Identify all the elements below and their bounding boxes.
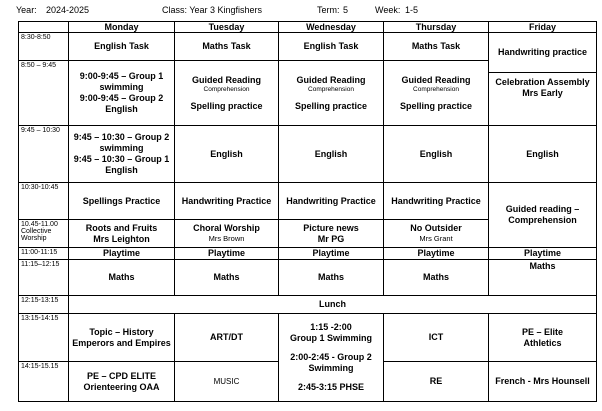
lesson-cell: English	[279, 126, 384, 183]
term-label: Term:	[317, 5, 340, 15]
lesson-cell-re: RE	[384, 362, 489, 402]
time-slot: 8:30-8:50	[19, 33, 69, 61]
day-header-wednesday: Wednesday	[279, 22, 384, 33]
timetable	[18, 21, 597, 402]
lesson-cell-maths: Maths	[279, 260, 384, 296]
lesson-cell-friday-guided-reading: Guided reading – Comprehension	[489, 183, 597, 248]
lesson-cell-guided-reading: Guided Reading Comprehension Spelling practice	[175, 61, 279, 126]
lesson-cell-art: ART/DT	[175, 314, 279, 362]
day-header-thursday: Thursday	[384, 22, 489, 33]
day-header-monday: Monday	[69, 22, 175, 33]
lesson-cell: English	[175, 126, 279, 183]
lesson-cell-playtime: Playtime	[279, 248, 384, 260]
lesson-cell-monday-worship: Roots and Fruits Mrs Leighton	[69, 220, 175, 248]
lesson-cell-friday-celebration: Celebration Assembly Mrs Early	[489, 73, 597, 126]
lesson-cell-monday-swimming-group: 9:45 – 10:30 – Group 2 swimming 9:45 – 10:30 – Group 1 English	[69, 126, 175, 183]
time-slot-collective-worship: 10.45-11.00 Collective Worship	[19, 220, 69, 248]
lesson-cell-wednesday-worship: Picture news Mr PG	[279, 220, 384, 248]
lesson-cell-topic-history: Topic – History Emperors and Empires	[69, 314, 175, 362]
lesson-cell-wednesday-afternoon: 1:15 -2:00 Group 1 Swimming 2:00-2:45 - Group 2 Swimming 2:45-3:15 PHSE	[279, 314, 384, 402]
lesson-cell-friday-french: French - Mrs Hounsell	[489, 362, 597, 402]
lunch-cell: Lunch	[69, 296, 597, 314]
time-slot: 10:30-10:45	[19, 183, 69, 220]
time-slot: 8:50 – 9:45	[19, 61, 69, 126]
lesson-cell-thursday-worship: No Outsider Mrs Grant	[384, 220, 489, 248]
lesson-cell-music: MUSIC	[175, 362, 279, 402]
lesson-cell: English Task	[69, 33, 175, 61]
day-header-tuesday: Tuesday	[175, 22, 279, 33]
lesson-cell-maths: Maths	[489, 260, 597, 296]
day-header-friday: Friday	[489, 22, 597, 33]
lesson-cell: Spellings Practice	[69, 183, 175, 220]
lesson-cell-friday-english: English	[489, 126, 597, 183]
lesson-cell-maths: Maths	[384, 260, 489, 296]
lesson-cell: Maths Task	[384, 33, 489, 61]
lesson-cell-pe-orienteering: PE – CPD ELITE Orienteering OAA	[69, 362, 175, 402]
lesson-cell: Handwriting Practice	[279, 183, 384, 220]
year-value: 2024-2025	[46, 5, 90, 15]
lesson-cell: English Task	[279, 33, 384, 61]
lesson-cell-friday-pe: PE – Elite Athletics	[489, 314, 597, 362]
lesson-cell-playtime: Playtime	[384, 248, 489, 260]
lesson-cell-monday-swimming-group: 9:00-9:45 – Group 1 swimming 9:00-9:45 – Group 2 English	[69, 61, 175, 126]
week-label: Week:	[375, 5, 401, 15]
lesson-cell-maths: Maths	[69, 260, 175, 296]
lesson-cell-friday-handwriting: Handwriting practice	[489, 33, 597, 73]
lesson-cell-playtime: Playtime	[175, 248, 279, 260]
lesson-cell-guided-reading: Guided Reading Comprehension Spelling practice	[384, 61, 489, 126]
week-value: 1-5	[405, 5, 419, 15]
time-slot: 13:15-14:15	[19, 314, 69, 362]
lesson-cell-playtime: Playtime	[69, 248, 175, 260]
lesson-cell: English	[384, 126, 489, 183]
lesson-cell-maths: Maths	[175, 260, 279, 296]
lesson-cell: Handwriting Practice	[175, 183, 279, 220]
timetable-header	[0, 0, 602, 20]
year-label: Year:	[16, 5, 37, 15]
lesson-cell-playtime: Playtime	[489, 248, 597, 260]
class-label: Class: Year 3 Kingfishers	[162, 5, 263, 15]
time-slot: 9:45 – 10:30	[19, 126, 69, 183]
time-slot: 14:15-15.15	[19, 362, 69, 402]
lesson-cell: Maths Task	[175, 33, 279, 61]
term-value: 5	[343, 5, 349, 15]
lesson-cell-guided-reading: Guided Reading Comprehension Spelling practice	[279, 61, 384, 126]
lesson-cell-tuesday-worship: Choral Worship Mrs Brown	[175, 220, 279, 248]
time-slot: 11:00-11:15	[19, 248, 69, 260]
lesson-cell: Handwriting Practice	[384, 183, 489, 220]
corner-cell	[19, 22, 69, 33]
time-slot: 11:15–12:15	[19, 260, 69, 296]
time-slot: 12:15-13:15	[19, 296, 69, 314]
lesson-cell-ict: ICT	[384, 314, 489, 362]
